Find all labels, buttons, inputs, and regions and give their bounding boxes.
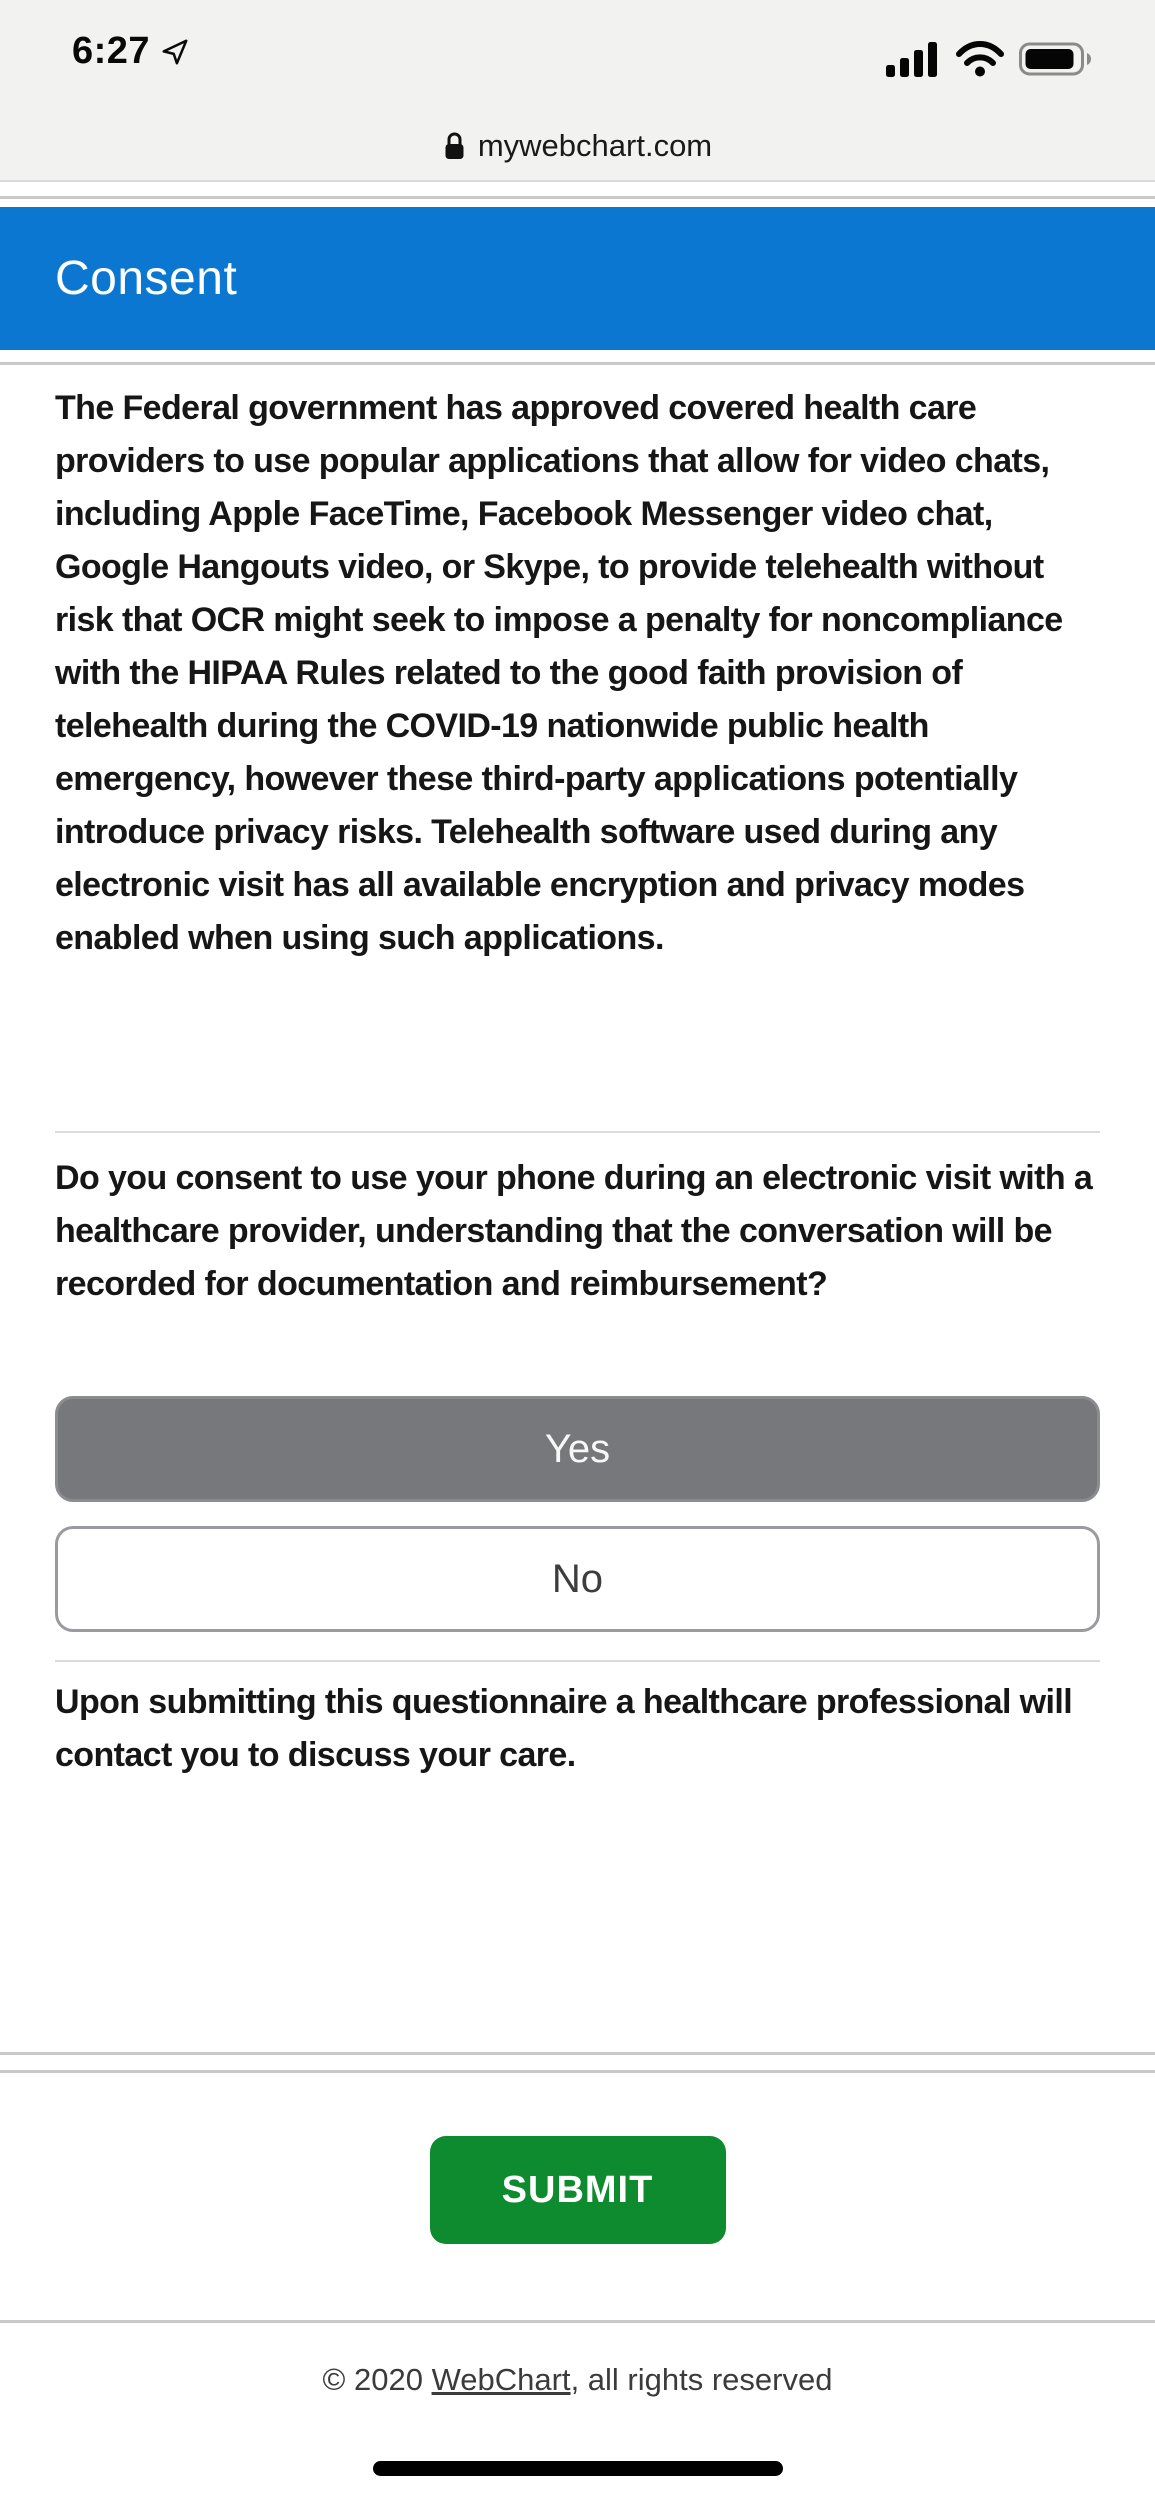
- yes-button[interactable]: [55, 1396, 1100, 1502]
- home-indicator[interactable]: [373, 2461, 783, 2476]
- footer-prefix: © 2020: [322, 2362, 432, 2397]
- cellular-signal-icon: [886, 41, 941, 77]
- form-bottom-divider-2: [0, 2070, 1155, 2073]
- battery-icon: [1019, 40, 1095, 78]
- footer-suffix: , all rights reserved: [570, 2362, 833, 2397]
- page-header: [0, 207, 1155, 350]
- note-divider: [55, 1660, 1100, 1662]
- footer-copyright: [0, 2362, 1155, 2398]
- question-divider: [55, 1131, 1100, 1133]
- status-time: 6:27: [72, 30, 151, 72]
- webchart-link[interactable]: WebChart: [431, 2362, 571, 2397]
- submit-button-label: SUBMIT: [501, 2168, 654, 2211]
- consent-question: Do you consent to use your phone during an electronic visit with a healthcare provider, understanding that the conversation will be recorded for documentation and reimbursement?: [55, 1159, 1093, 1303]
- page-title: Consent: [55, 252, 238, 305]
- submit-button[interactable]: [430, 2136, 726, 2244]
- top-divider: [0, 196, 1155, 199]
- no-button-label: No: [551, 1556, 604, 1601]
- status-time-group: [72, 30, 190, 73]
- header-bottom-divider: [0, 362, 1155, 365]
- consent-paragraph: The Federal government has approved covered health care providers to use popular applications that allow for video chats, including Apple FaceTime, Facebook Messenger video chat, Google Hangouts video, or Skype, to provide telehealth without risk that OCR might seek to impose a penalty for noncompliance with the HIPAA Rules related to the good faith provision of telehealth during the COVID-19 nationwide public health emergency, however these third-party applications potentially introduce privacy risks. Telehealth software used during any electronic visit has all available encryption and privacy modes enabled when using such applications.: [55, 389, 1063, 957]
- location-arrow-icon: [160, 37, 190, 67]
- lock-icon: [443, 131, 466, 162]
- wifi-icon: [956, 41, 1004, 77]
- form-bottom-divider-1: [0, 2052, 1155, 2055]
- footer-divider: [0, 2320, 1155, 2323]
- yes-button-label: Yes: [544, 1426, 611, 1471]
- no-button[interactable]: [55, 1526, 1100, 1632]
- status-icons: [886, 40, 1095, 78]
- address-bar[interactable]: [0, 128, 1155, 164]
- submit-note: Upon submitting this questionnaire a healthcare professional will contact you to discuss your care.: [55, 1683, 1073, 1774]
- browser-chrome: [0, 0, 1155, 182]
- url-text: mywebchart.com: [477, 128, 713, 163]
